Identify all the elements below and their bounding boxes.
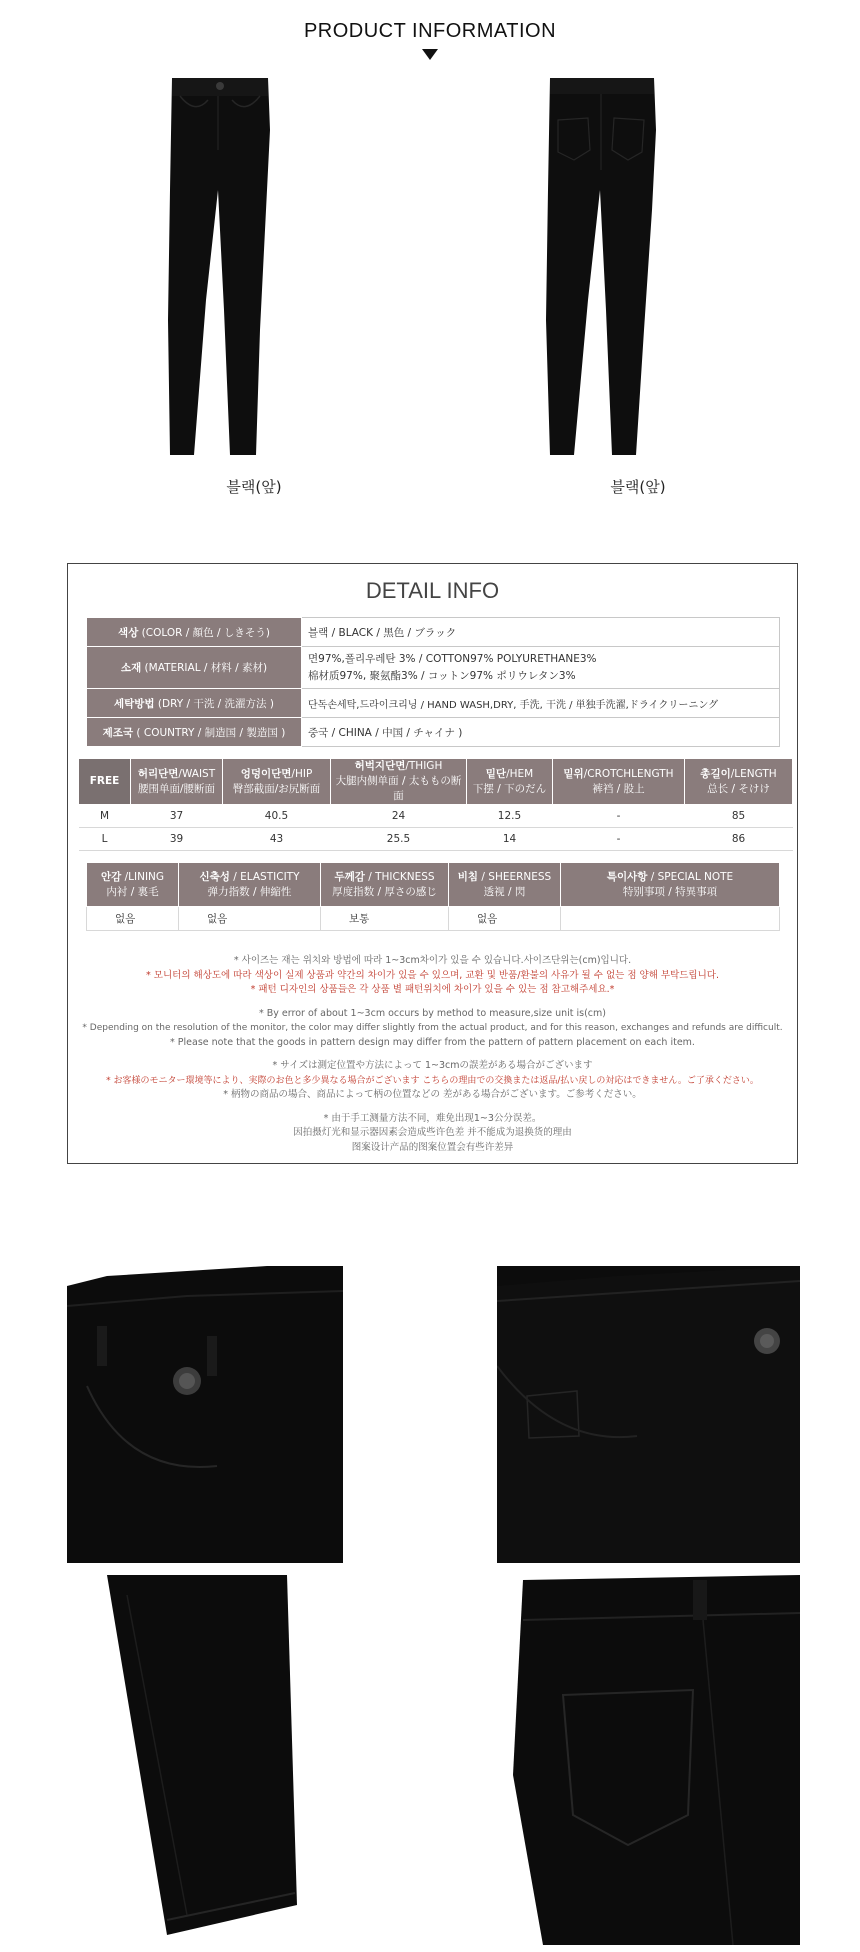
feature-header-sheerness: 비침 / SHEERNESS 透视 / 閃 bbox=[449, 863, 561, 907]
product-photo-back-caption: 블랙(앞) bbox=[610, 478, 666, 496]
size-cell: 25.5 bbox=[331, 828, 467, 851]
note-line: * 柄物の商品の場合、商品によって柄の位置などの 差がある場合がございます。ご参考ください。 bbox=[223, 1089, 642, 1100]
size-table bbox=[78, 758, 793, 851]
features-table bbox=[86, 862, 780, 931]
size-header-thigh: 허벅지단면/THIGH 大腿内侧单面 / 太ももの断面 bbox=[331, 759, 467, 805]
feature-value-lining: 없음 bbox=[87, 907, 179, 931]
product-photo-front-caption: 블랙(앞) bbox=[226, 478, 282, 496]
size-row-m bbox=[79, 805, 793, 828]
button-side-closeup-image bbox=[497, 1266, 800, 1563]
detail-info-panel bbox=[67, 563, 798, 1164]
back-pocket-closeup-image bbox=[503, 1575, 800, 1945]
attribute-row-color bbox=[87, 618, 780, 647]
feature-value-elasticity: 없음 bbox=[179, 907, 321, 931]
notes-chinese bbox=[68, 1112, 797, 1156]
feature-header-elasticity: 신축성 / ELASTICITY 弹力指数 / 伸縮性 bbox=[179, 863, 321, 907]
product-info-header bbox=[0, 20, 860, 60]
front-pocket-closeup-image bbox=[67, 1266, 343, 1563]
size-disclaimer-notes bbox=[68, 954, 797, 1164]
note-line: * By error of about 1~3cm occurs by method to measure,size unit is(cm) bbox=[259, 1007, 606, 1019]
detail-info-title: DETAIL INFO bbox=[365, 578, 500, 603]
product-info-title: PRODUCT INFORMATION bbox=[303, 20, 557, 42]
size-cell: - bbox=[553, 828, 685, 851]
attribute-row-care bbox=[87, 689, 780, 718]
note-line: * 사이즈는 재는 위치와 방법에 따라 1~3cm차이가 있을 수 있습니다.사이즈단위는(cm)입니다. bbox=[233, 955, 632, 966]
attribute-label: 제조국 ( COUNTRY / 制造国 / 製造国 ) bbox=[87, 718, 302, 747]
note-line: * お客様のモニター環境等により、実際のお色と多少異なる場合がございます こちらの理由での交換または返品/払い戻しの対応はできません。ご了承ください。 bbox=[106, 1075, 759, 1086]
attribute-row-country bbox=[87, 718, 780, 747]
hem-closeup-image bbox=[67, 1575, 357, 1945]
note-line: * サイズは測定位置や方法によって 1~3cmの誤差がある場合がございます bbox=[272, 1060, 593, 1071]
product-attributes-table bbox=[86, 617, 780, 747]
size-cell: 37 bbox=[131, 805, 223, 828]
note-line: * Depending on the resolution of the monitor, the color may differ slightly from the actual product, and for this reason, exchanges and refunds are difficult. bbox=[82, 1023, 783, 1033]
detail-photo-back-pocket bbox=[503, 1575, 800, 1945]
detail-photo-front-pocket bbox=[67, 1266, 343, 1563]
size-cell: 43 bbox=[223, 828, 331, 851]
size-cell: 14 bbox=[467, 828, 553, 851]
features-values bbox=[87, 907, 780, 931]
notes-japanese bbox=[68, 1059, 797, 1103]
notes-english bbox=[68, 1007, 797, 1051]
features-header bbox=[87, 863, 780, 907]
size-header-crotch: 밑위/CROTCHLENGTH 裤裆 / 股上 bbox=[553, 759, 685, 805]
jeans-back-image bbox=[530, 70, 780, 470]
detail-photo-hem bbox=[67, 1575, 357, 1945]
size-cell: 85 bbox=[685, 805, 793, 828]
attribute-value: 단독손세탁,드라이크리닝 / HAND WASH,DRY, 手洗, 干洗 / 単独手洗濯,ドライクリーニング bbox=[302, 689, 780, 718]
size-table-header bbox=[79, 759, 793, 805]
attribute-row-material bbox=[87, 647, 780, 689]
size-header-hip: 엉덩이단면/HIP 臀部截面/お尻断面 bbox=[223, 759, 331, 805]
detail-photo-button-side bbox=[497, 1266, 800, 1563]
size-cell: 86 bbox=[685, 828, 793, 851]
attribute-label: 색상 (COLOR / 顏色 / しきそう) bbox=[87, 618, 302, 647]
notes-korean bbox=[68, 954, 797, 998]
feature-value-sheerness: 없음 bbox=[449, 907, 561, 931]
size-header-waist: 허리단면/WAIST 腰围单面/腰断面 bbox=[131, 759, 223, 805]
size-header-length: 총길이/LENGTH 总长 / そけけ bbox=[685, 759, 793, 805]
attribute-label: 세탁방법 (DRY / 干洗 / 洗濯方法 ) bbox=[87, 689, 302, 718]
product-photo-front bbox=[150, 70, 400, 470]
size-cell: - bbox=[553, 805, 685, 828]
feature-value-thickness: 보통 bbox=[321, 907, 449, 931]
note-line: * 패턴 디자인의 상품들은 각 상품 별 패턴위치에 차이가 있을 수 있는 점 참고해주세요.* bbox=[250, 984, 615, 995]
note-line: * Please note that the goods in pattern design may differ from the pattern of pattern placement on each item. bbox=[170, 1036, 695, 1048]
attribute-value: 블랙 / BLACK / 黑色 / ブラック bbox=[302, 618, 780, 647]
size-cell: 12.5 bbox=[467, 805, 553, 828]
size-cell: 24 bbox=[331, 805, 467, 828]
note-line: 图案设计产品的图案位置会有些许差异 bbox=[351, 1141, 514, 1153]
size-cell: 39 bbox=[131, 828, 223, 851]
feature-value-special-note bbox=[561, 907, 780, 931]
size-label: L bbox=[79, 828, 131, 851]
note-line: * 由于手工测量方法不同，难免出现1~3公分误差。 bbox=[323, 1112, 542, 1124]
note-line: * 모니터의 해상도에 따라 색상이 실제 상품과 약간의 차이가 있을 수 있으며, 교환 및 반품/환불의 사유가 될 수 없는 점 양해 부탁드립니다. bbox=[146, 969, 719, 981]
attribute-label: 소재 (MATERIAL / 材料 / 素材) bbox=[87, 647, 302, 689]
size-free-label: FREE bbox=[79, 759, 131, 805]
down-arrow-icon bbox=[422, 49, 438, 60]
size-row-l bbox=[79, 828, 793, 851]
product-photo-back bbox=[530, 70, 780, 470]
attribute-value: 중국 / CHINA / 中国 / チャイナ ) bbox=[302, 718, 780, 747]
jeans-front-image bbox=[150, 70, 400, 470]
feature-header-lining: 안감 /LINING 内衬 / 裏毛 bbox=[87, 863, 179, 907]
attribute-value: 면97%,폴리우레탄 3% / COTTON97% POLYURETHANE3% 棉材质97%, 聚氨酯3% / コットン97% ポリウレタン3% bbox=[302, 647, 780, 689]
size-header-hem: 밑단/HEM 下摆 / 下のだん bbox=[467, 759, 553, 805]
note-line: 因拍摄灯光和显示器因素会造成些许色差 并不能成为退换货的理由 bbox=[293, 1127, 572, 1138]
feature-header-thickness: 두께감 / THICKNESS 厚度指数 / 厚さの感じ bbox=[321, 863, 449, 907]
size-cell: 40.5 bbox=[223, 805, 331, 828]
feature-header-special-note: 특이사항 / SPECIAL NOTE 特别事项 / 特異事項 bbox=[561, 863, 780, 907]
size-label: M bbox=[79, 805, 131, 828]
